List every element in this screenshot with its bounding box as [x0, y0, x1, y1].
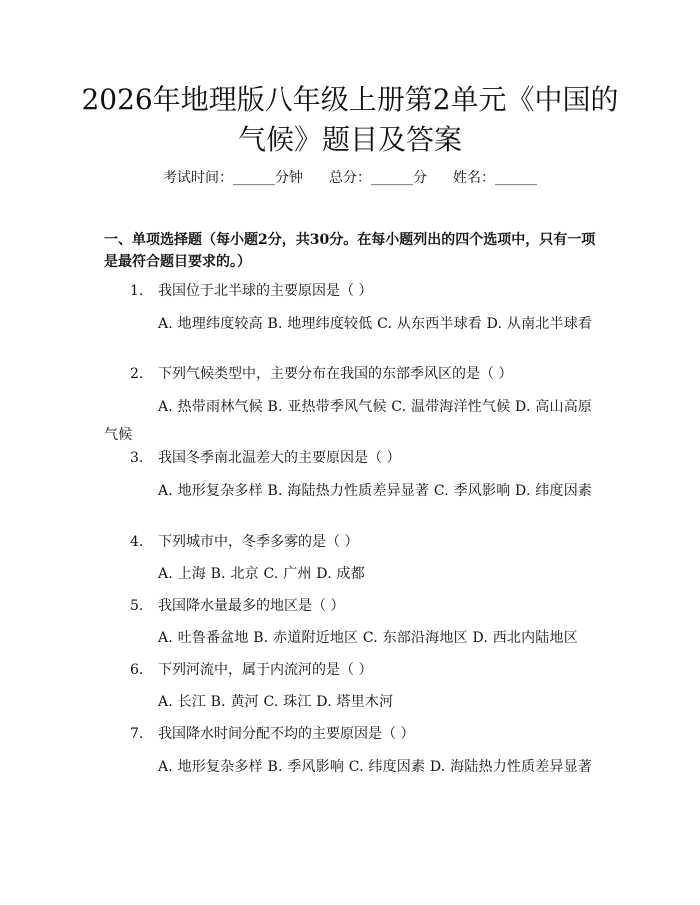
question-text: 我国降水量最多的地区是（ ） [158, 598, 345, 614]
question-2-options: A. 热带雨林气候 B. 亚热带季风气候 C. 温带海洋性气候 D. 高山高原气候 [104, 399, 593, 443]
question-1 [130, 281, 600, 301]
question-number: 7. [130, 726, 144, 742]
question-number: 6. [130, 662, 144, 678]
total-score-label: 总分：______分 [329, 170, 427, 186]
question-number: 4. [130, 534, 144, 550]
exam-meta [0, 168, 700, 188]
question-text: 我国降水时间分配不均的主要原因是（ ） [158, 726, 415, 742]
question-text: 我国位于北半球的主要原因是（ ） [158, 283, 373, 299]
document-title-line1: 2026年地理版八年级上册第2单元《中国的 [81, 83, 619, 116]
question-1-options: A. 地理纬度较高 B. 地理纬度较低 C. 从东西半球看 D. 从南北半球看 [158, 316, 593, 332]
question-number: 2. [130, 366, 144, 382]
question-number: 1. [130, 283, 144, 299]
question-4 [130, 532, 600, 552]
question-3-options: A. 地形复杂多样 B. 海陆热力性质差异显著 C. 季风影响 D. 纬度因素 [158, 483, 593, 499]
question-number: 3. [130, 450, 144, 466]
student-name-label: 姓名：______ [453, 170, 537, 186]
question-6 [130, 660, 600, 680]
question-text: 下列河流中，属于内流河的是（ ） [158, 662, 373, 678]
question-3 [130, 448, 600, 468]
exam-time-label: 考试时间：______分钟 [163, 170, 303, 186]
question-number: 5. [130, 598, 144, 614]
question-2 [130, 364, 600, 384]
question-6-options: A. 长江 B. 黄河 C. 珠江 D. 塔里木河 [158, 694, 394, 710]
question-7 [130, 724, 600, 744]
question-text: 下列城市中，冬季多雾的是（ ） [158, 534, 359, 550]
question-4-options: A. 上海 B. 北京 C. 广州 D. 成都 [158, 566, 365, 582]
question-5 [130, 596, 600, 616]
section-heading: 一、单项选择题（每小题2分，共30分。在每小题列出的四个选项中，只有一项是最符合题目要求的。） [104, 232, 596, 270]
document-title-line2: 气候》题目及答案 [237, 123, 462, 156]
question-5-options: A. 吐鲁番盆地 B. 赤道附近地区 C. 东部沿海地区 D. 西北内陆地区 [158, 630, 578, 646]
question-text: 我国冬季南北温差大的主要原因是（ ） [158, 450, 401, 466]
question-7-options: A. 地形复杂多样 B. 季风影响 C. 纬度因素 D. 海陆热力性质差异显著 [158, 759, 593, 775]
question-text: 下列气候类型中，主要分布在我国的东部季风区的是（ ） [158, 366, 513, 382]
